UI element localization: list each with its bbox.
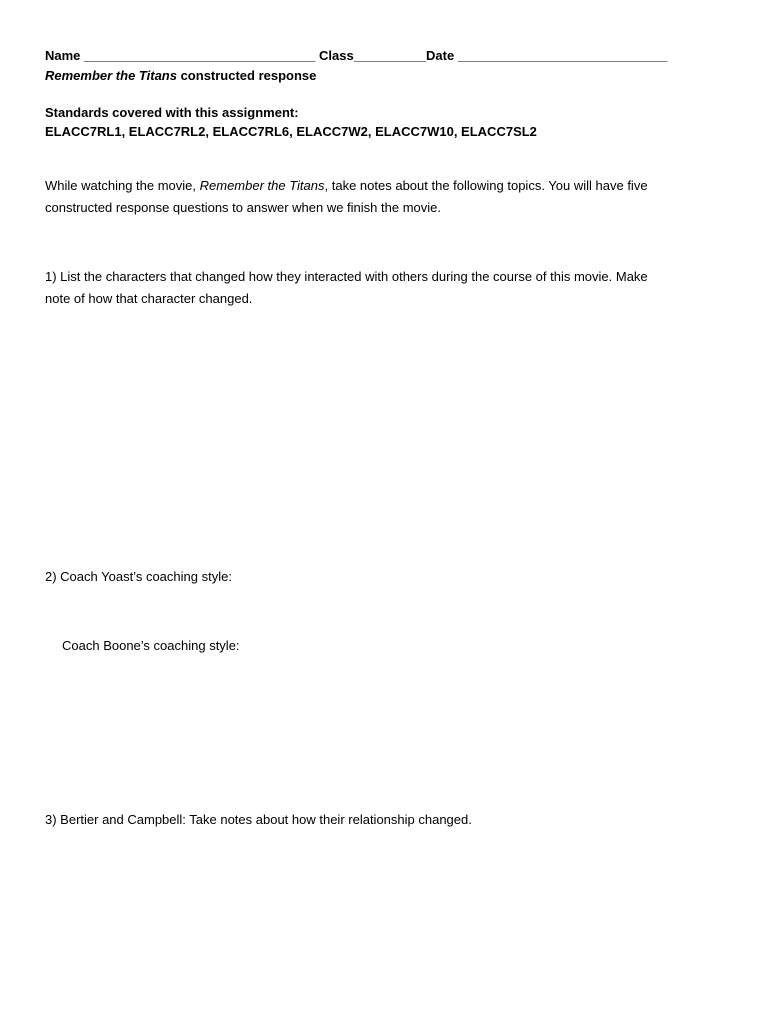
standards-heading: Standards covered with this assignment: xyxy=(45,105,299,120)
question-1-line-2: note of how that character changed. xyxy=(45,291,253,306)
question-2-yoast: 2) Coach Yoast’s coaching style: xyxy=(45,569,232,584)
header-line xyxy=(45,48,668,64)
name-label: Name xyxy=(45,48,81,63)
question-2-boone: Coach Boone’s coaching style: xyxy=(62,638,240,653)
intro-line-2: constructed response questions to answer when we finish the movie. xyxy=(45,200,441,215)
standards-list: ELACC7RL1, ELACC7RL2, ELACC7RL6, ELACC7W2, ELACC7W10, ELACC7SL2 xyxy=(45,124,537,139)
intro-post: , take notes about the following topics. You will have five xyxy=(324,178,648,193)
class-blank: __________ xyxy=(353,48,427,63)
question-1-line-1: 1) List the characters that changed how they interacted with others during the course of this movie. Make xyxy=(45,269,648,284)
name-blank: ________________________________ xyxy=(84,48,316,63)
intro-line-1 xyxy=(45,178,648,194)
movie-title: Remember the Titans xyxy=(45,68,177,83)
intro-movie-title: Remember the Titans xyxy=(199,178,325,193)
date-blank: _____________________________ xyxy=(457,48,668,63)
date-label: Date xyxy=(426,48,455,63)
assignment-title xyxy=(45,68,316,84)
title-rest: constructed response xyxy=(176,68,317,83)
intro-pre: While watching the movie, xyxy=(45,178,200,193)
question-3: 3) Bertier and Campbell: Take notes about how their relationship changed. xyxy=(45,812,472,827)
class-label: Class xyxy=(319,48,354,63)
